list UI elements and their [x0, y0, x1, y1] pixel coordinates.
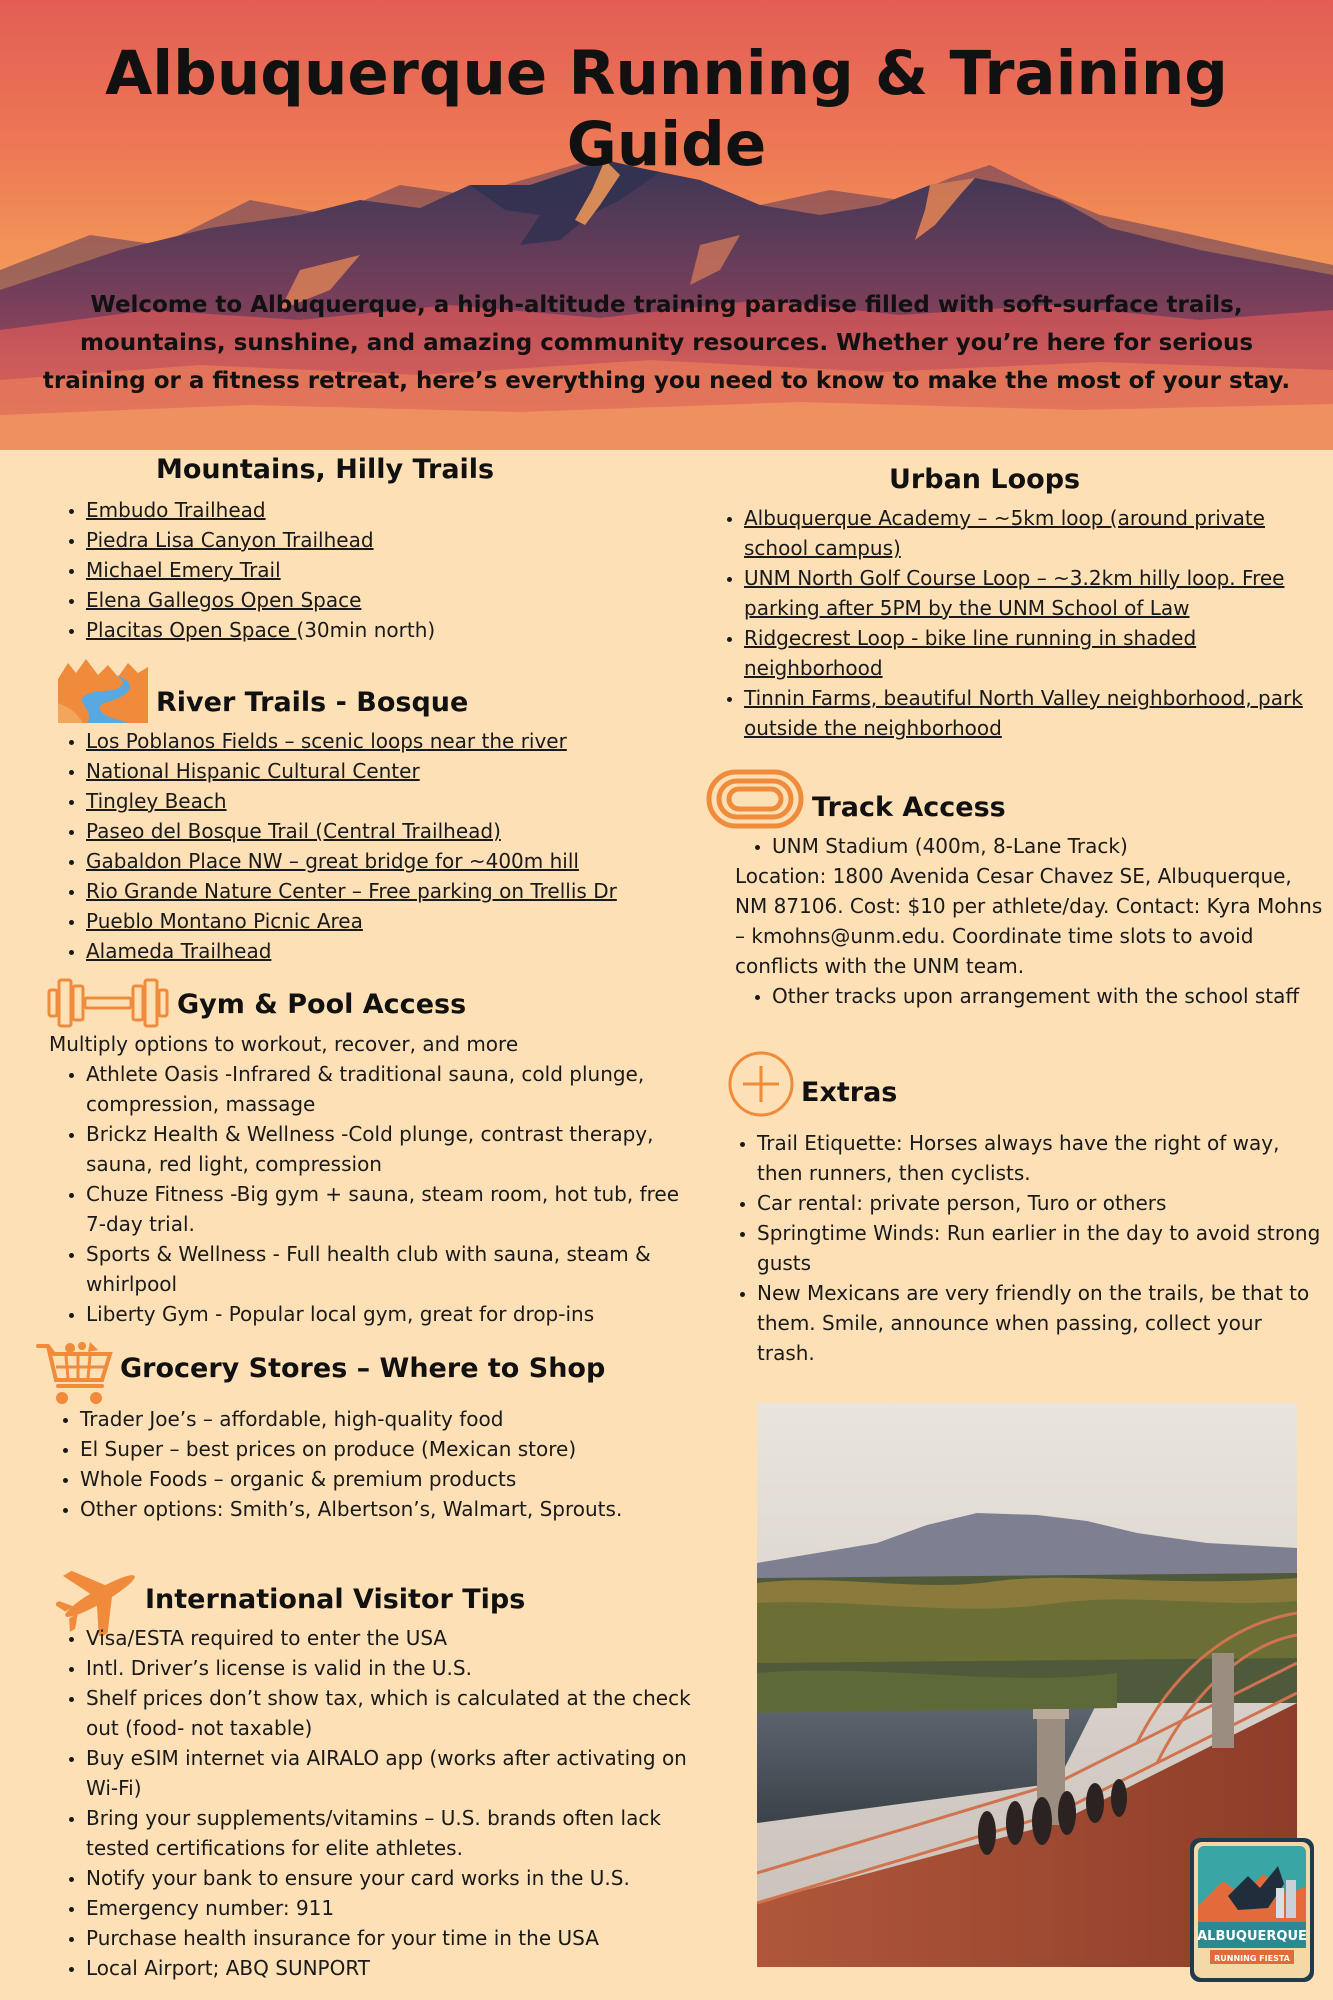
- section-gym: [49, 988, 699, 1329]
- section-heading-urban-loops: Urban Loops: [889, 464, 1081, 495]
- list-item[interactable]: • Michael Emery Trail: [86, 555, 689, 585]
- section-heading-extras: Extras: [801, 1077, 898, 1108]
- list-item[interactable]: • Los Poblanos Fields – scenic loops near the river: [86, 726, 689, 756]
- section-heading-track-access: Track Access: [812, 792, 1006, 823]
- list-item: • Liberty Gym - Popular local gym, great for drop-ins: [86, 1299, 699, 1329]
- list-item: • Intl. Driver’s license is valid in the U.S.: [86, 1653, 699, 1683]
- section-heading-mountains: Mountains, Hilly Trails: [156, 454, 495, 485]
- track-details: Location: 1800 Avenida Cesar Chavez SE, Albuquerque, NM 87106. Cost: $10 per athlete/day. Contact: Kyra Mohns – kmohns@unm.edu. Coordinate time slots to avoid conflicts with the UNM team.: [735, 864, 1323, 978]
- list-item: • Car rental: private person, Turo or others: [757, 1188, 1321, 1218]
- list-item[interactable]: • Alameda Trailhead: [86, 936, 689, 966]
- intro-text: Welcome to Albuquerque, a high-altitude training paradise filled with soft-surface trails, mountains, sunshine, and amazing community resources. Whether you’re here for serious training or a fitness retreat, here’s everything you need to know to make the most of your stay.: [42, 292, 1291, 394]
- list-item[interactable]: • Elena Gallegos Open Space: [86, 585, 689, 615]
- list-item[interactable]: • UNM North Golf Course Loop – ~3.2km hilly loop. Free parking after 5PM by the UNM School of Law: [744, 563, 1317, 623]
- section-mountains: [49, 453, 689, 645]
- albuquerque-running-fiesta-logo: [1188, 1836, 1316, 1988]
- section-track-access: [735, 791, 1325, 1011]
- section-river: [49, 686, 689, 966]
- list-item: • Bring your supplements/vitamins – U.S. brands often lack tested certifications for elite athletes.: [86, 1803, 699, 1863]
- page-title: Albuquerque Running & Training Guide: [105, 38, 1228, 180]
- list-item: • Shelf prices don’t show tax, which is calculated at the check out (food- not taxable): [86, 1683, 699, 1743]
- list-item[interactable]: • Albuquerque Academy – ~5km loop (around private school campus): [744, 503, 1317, 563]
- list-item: • New Mexicans are very friendly on the trails, be that to them. Smile, announce when passing, collect your trash.: [757, 1278, 1321, 1368]
- list-item: • Athlete Oasis -Infrared & traditional sauna, cold plunge, compression, massage: [86, 1059, 699, 1119]
- list-item: • Local Airport; ABQ SUNPORT: [86, 1953, 699, 1983]
- section-heading-river: River Trails - Bosque: [156, 687, 469, 718]
- hero-banner: [0, 0, 1333, 450]
- list-item: • Brickz Health & Wellness -Cold plunge, contrast therapy, sauna, red light, compression: [86, 1119, 699, 1179]
- logo-text-line1: ALBUQUERQUE: [1197, 1929, 1307, 1944]
- list-item: • Purchase health insurance for your time in the USA: [86, 1923, 699, 1953]
- section-heading-visitor-tips: International Visitor Tips: [145, 1584, 526, 1615]
- list-item[interactable]: • Rio Grande Nature Center – Free parking on Trellis Dr: [86, 876, 689, 906]
- section-extras: [721, 1076, 1321, 1368]
- list-item[interactable]: • National Hispanic Cultural Center: [86, 756, 689, 786]
- list-item[interactable]: • Pueblo Montano Picnic Area: [86, 906, 689, 936]
- section-urban-loops: [707, 463, 1317, 743]
- list-item: • Notify your bank to ensure your card works in the U.S.: [86, 1863, 699, 1893]
- list-item: • Trail Etiquette: Horses always have the right of way, then runners, then cyclists.: [757, 1128, 1321, 1188]
- list-item: • Other tracks upon arrangement with the school staff: [772, 981, 1325, 1011]
- list-item: • UNM Stadium (400m, 8-Lane Track): [772, 831, 1325, 861]
- list-item[interactable]: • Placitas Open Space (30min north): [86, 615, 689, 645]
- list-item[interactable]: • Embudo Trailhead: [86, 495, 689, 525]
- list-item: • Buy eSIM internet via AIRALO app (works after activating on Wi-Fi): [86, 1743, 699, 1803]
- list-item[interactable]: • Ridgecrest Loop - bike line running in shaded neighborhood: [744, 623, 1317, 683]
- list-item[interactable]: • Tingley Beach: [86, 786, 689, 816]
- list-item: • Chuze Fitness -Big gym + sauna, steam room, hot tub, free 7-day trial.: [86, 1179, 699, 1239]
- section-heading-grocery: Grocery Stores – Where to Shop: [120, 1353, 606, 1384]
- list-item[interactable]: • Gabaldon Place NW – great bridge for ~400m hill: [86, 846, 689, 876]
- section-grocery: [43, 1352, 693, 1524]
- list-item: • El Super – best prices on produce (Mexican store): [80, 1434, 693, 1464]
- section-heading-gym: Gym & Pool Access: [177, 989, 467, 1020]
- list-item[interactable]: • Tinnin Farms, beautiful North Valley neighborhood, park outside the neighborhood: [744, 683, 1317, 743]
- list-item: • Sports & Wellness - Full health club with sauna, steam & whirlpool: [86, 1239, 699, 1299]
- logo-text-line2: RUNNING FIESTA: [1214, 1954, 1290, 1963]
- list-item[interactable]: • Piedra Lisa Canyon Trailhead: [86, 525, 689, 555]
- list-item: • Whole Foods – organic & premium products: [80, 1464, 693, 1494]
- list-item: • Visa/ESTA required to enter the USA: [86, 1623, 699, 1653]
- list-item[interactable]: • Paseo del Bosque Trail (Central Trailhead): [86, 816, 689, 846]
- list-item: • Springtime Winds: Run earlier in the day to avoid strong gusts: [757, 1218, 1321, 1278]
- gym-intro: Multiply options to workout, recover, and more: [49, 1032, 519, 1056]
- section-visitor-tips: [49, 1583, 699, 1983]
- list-item: • Other options: Smith’s, Albertson’s, Walmart, Sprouts.: [80, 1494, 693, 1524]
- list-item: • Emergency number: 911: [86, 1893, 699, 1923]
- list-item: • Trader Joe’s – affordable, high-quality food: [80, 1404, 693, 1434]
